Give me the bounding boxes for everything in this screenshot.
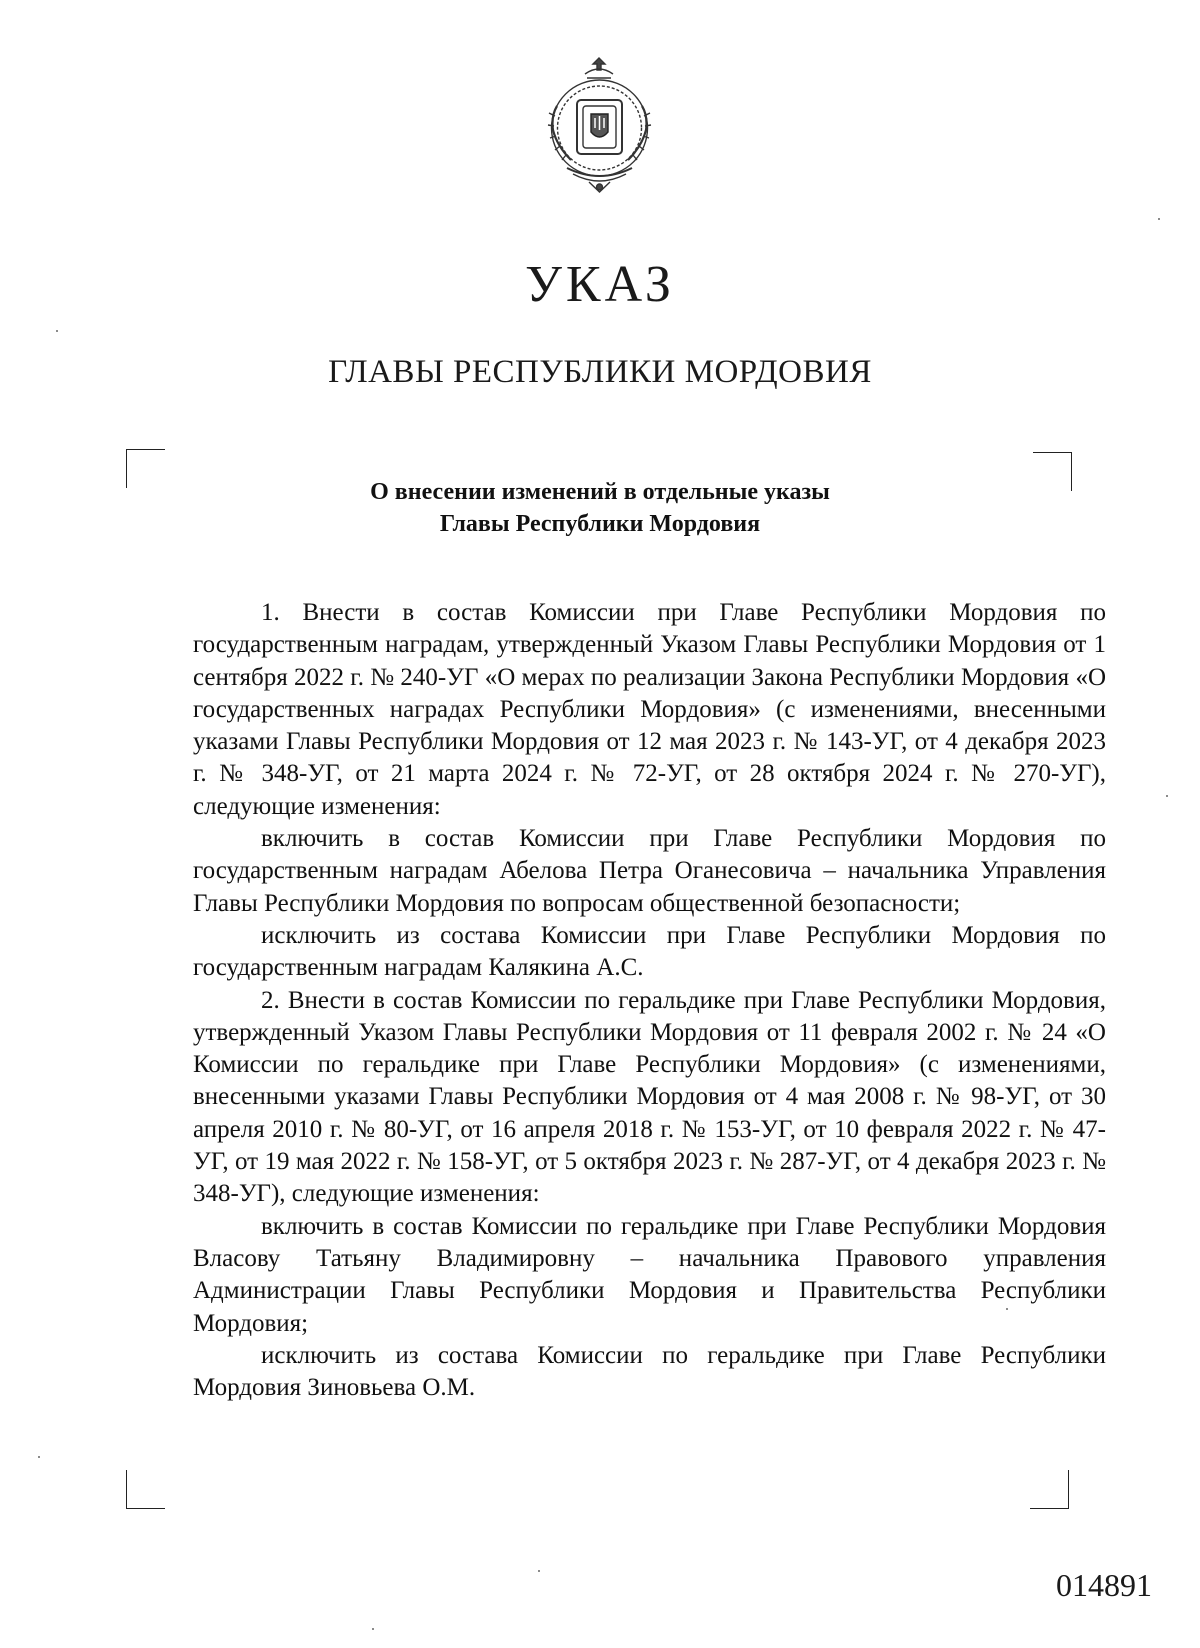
document-body	[193, 597, 1106, 1404]
heading-line-2: Главы Республики Мордовия	[439, 511, 761, 537]
document-type-title: УКАЗ	[525, 256, 675, 313]
scan-speck	[538, 1570, 540, 1572]
scan-speck	[1166, 795, 1168, 797]
serial-number: 014891	[1056, 1567, 1152, 1603]
coat-of-arms-icon	[537, 56, 662, 196]
issuer-title: ГЛАВЫ РЕСПУБЛИКИ МОРДОВИЯ	[328, 354, 872, 390]
scan-speck	[1158, 218, 1160, 220]
corner-mark-bottom-left	[126, 1470, 165, 1509]
paragraph-6: исключить из состава Комиссии по геральдике при Главе Республики Мордовия Зиновьева О.М.	[193, 1341, 1106, 1402]
paragraph-1: 1. Внести в состав Комиссии при Главе Республики Мордовия по государственным наградам, утвержденный Указом Главы Республики Мордовия от 1 сентября 2022 г. № 240-УГ «О мерах по реализации Закона Республики Мордовия «О государственных наградах Республики Мордовия» (с изменениями, внесенными указами Главы Республики Мордовия от 12 мая 2023 г. № 143-УГ, от 4 декабря 2023 г. № 348-УГ, от 21 марта 2024 г. № 72-УГ, от 28 октября 2024 г. № 270-УГ), следующие изменения:	[193, 599, 1106, 820]
paragraph-3: исключить из состава Комиссии при Главе Республики Мордовия по государственным наградам Калякина А.С.	[193, 921, 1106, 982]
paragraph-2: включить в состав Комиссии при Главе Республики Мордовия по государственным наградам Абелова Петра Оганесовича – начальника Управления Главы Республики Мордовия по вопросам общественной безопасности;	[193, 825, 1106, 917]
scan-speck	[56, 330, 58, 332]
scan-speck	[1006, 1308, 1008, 1310]
scan-speck	[38, 1456, 40, 1458]
heading-line-1: О внесении изменений в отдельные указы	[370, 479, 830, 505]
corner-mark-bottom-right	[1030, 1470, 1069, 1509]
corner-mark-top-right	[1033, 452, 1072, 491]
paragraph-4: 2. Внести в состав Комиссии по геральдике при Главе Республики Мордовия, утвержденный Указом Главы Республики Мордовия от 11 февраля 2002 г. № 24 «О Комиссии по геральдике при Главе Республики Мордовия» (с изменениями, внесенными указами Главы Республики Мордовия от 4 мая 2008 г. № 98-УГ, от 30 апреля 2010 г. № 80-УГ, от 16 апреля 2018 г. № 153-УГ, от 10 февраля 2022 г. № 47-УГ, от 19 мая 2022 г. № 158-УГ, от 5 октября 2023 г. № 287-УГ, от 4 декабря 2023 г. № 348-УГ), следующие изменения:	[193, 986, 1106, 1208]
document-heading	[280, 476, 920, 540]
scan-speck	[372, 1628, 374, 1630]
paragraph-5: включить в состав Комиссии по геральдике при Главе Республики Мордовия Власову Татьяну Владимировну – начальника Правового управления Администрации Главы Республики Мордовия и Правительства Республики Мордовия;	[193, 1212, 1106, 1337]
corner-mark-top-left	[126, 449, 165, 488]
